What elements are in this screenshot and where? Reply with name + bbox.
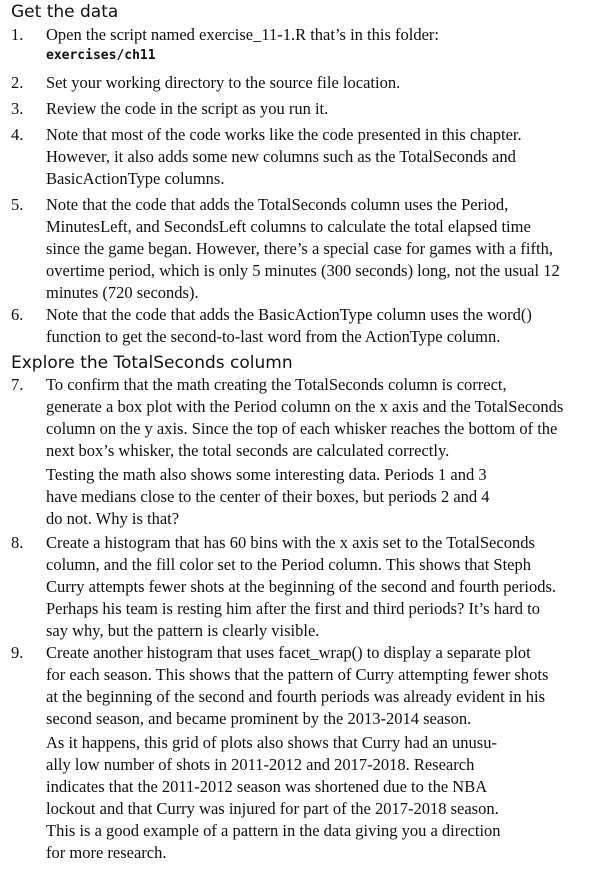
text-line: As it happens, this grid of plots also shows that Curry had an unusu- — [46, 733, 497, 752]
text-line: overtime period, which is only 5 minutes (300 seconds) long, not the usual 12 — [46, 261, 560, 280]
text-line: BasicActionType columns. — [46, 169, 225, 188]
text-line: column on the y axis. Since the top of each whisker reaches the bottom of the — [46, 419, 558, 438]
text-line: have medians close to the center of their boxes, but periods 2 and 4 — [46, 487, 490, 506]
section-heading-explore-totalseconds: Explore the TotalSeconds column — [11, 353, 293, 373]
step-7-extra-text — [46, 464, 608, 530]
text-line: Review the code in the script as you run it. — [46, 99, 329, 118]
step-number: 4. — [11, 125, 24, 144]
section-heading-get-the-data: Get the data — [11, 2, 119, 22]
step-number: 1. — [11, 25, 24, 44]
step-number: 3. — [11, 99, 24, 118]
text-line: for more research. — [46, 843, 167, 862]
text-line: do not. Why is that? — [46, 509, 180, 528]
text-line: Create another histogram that uses facet_wrap() to display a separate plot — [46, 643, 531, 662]
step-4-text — [46, 124, 608, 190]
text-line: This is a good example of a pattern in the data giving you a direction — [46, 821, 501, 840]
text-line: ally low number of shots in 2011-2012 and 2017-2018. Research — [46, 755, 475, 774]
step-9-extra-text — [46, 732, 608, 864]
step-6-text — [46, 304, 608, 348]
text-line: To confirm that the math creating the TotalSeconds column is correct, — [46, 375, 507, 394]
text-line: However, it also adds some new columns such as the TotalSeconds and — [46, 147, 516, 166]
text-line: at the beginning of the second and fourth periods was already evident in his — [46, 687, 545, 706]
step-1-text — [46, 24, 608, 46]
text-line: Set your working directory to the source file location. — [46, 73, 401, 92]
text-line: Open the script named exercise_11-1.R that’s in this folder: — [46, 25, 439, 44]
text-line: Note that the code that adds the TotalSeconds column uses the Period, — [46, 195, 509, 214]
text-line: say why, but the pattern is clearly visible. — [46, 621, 320, 640]
step-2-text — [46, 72, 608, 94]
step-8-text — [46, 532, 608, 642]
folder-path-code: exercises/ch11 — [46, 48, 156, 63]
text-line: next box’s whisker, the total seconds are calculated correctly. — [46, 441, 450, 460]
step-number: 9. — [11, 643, 24, 662]
text-line: function to get the second-to-last word from the ActionType column. — [46, 327, 501, 346]
text-line: second season, and became prominent by the 2013-2014 season. — [46, 709, 472, 728]
text-line: indicates that the 2011-2012 season was shortened due to the NBA — [46, 777, 488, 796]
step-3-text — [46, 98, 608, 120]
text-line: MinutesLeft, and SecondsLeft columns to calculate the total elapsed time — [46, 217, 531, 236]
text-line: Testing the math also shows some interesting data. Periods 1 and 3 — [46, 465, 487, 484]
step-number: 8. — [11, 533, 24, 552]
text-line: minutes (720 seconds). — [46, 283, 199, 302]
text-line: Note that the code that adds the BasicActionType column uses the word() — [46, 305, 532, 324]
text-line: since the game began. However, there’s a special case for games with a fifth, — [46, 239, 553, 258]
step-number: 7. — [11, 375, 24, 394]
text-line: column, and the fill color set to the Period column. This shows that Steph — [46, 555, 532, 574]
text-line: Curry attempts fewer shots at the beginning of the second and fourth periods. — [46, 577, 557, 596]
text-line: lockout and that Curry was injured for part of the 2017-2018 season. — [46, 799, 499, 818]
step-5-text — [46, 194, 608, 304]
step-9-text — [46, 642, 608, 730]
step-number: 5. — [11, 195, 24, 214]
text-line: Create a histogram that has 60 bins with the x axis set to the TotalSeconds — [46, 533, 535, 552]
text-line: Perhaps his team is resting him after the first and third periods? It’s hard to — [46, 599, 540, 618]
step-number: 6. — [11, 305, 24, 324]
step-7-text — [46, 374, 608, 462]
step-number: 2. — [11, 73, 24, 92]
text-line: Note that most of the code works like the code presented in this chapter. — [46, 125, 522, 144]
text-line: generate a box plot with the Period column on the x axis and the TotalSeconds — [46, 397, 564, 416]
text-line: for each season. This shows that the pattern of Curry attempting fewer shots — [46, 665, 549, 684]
